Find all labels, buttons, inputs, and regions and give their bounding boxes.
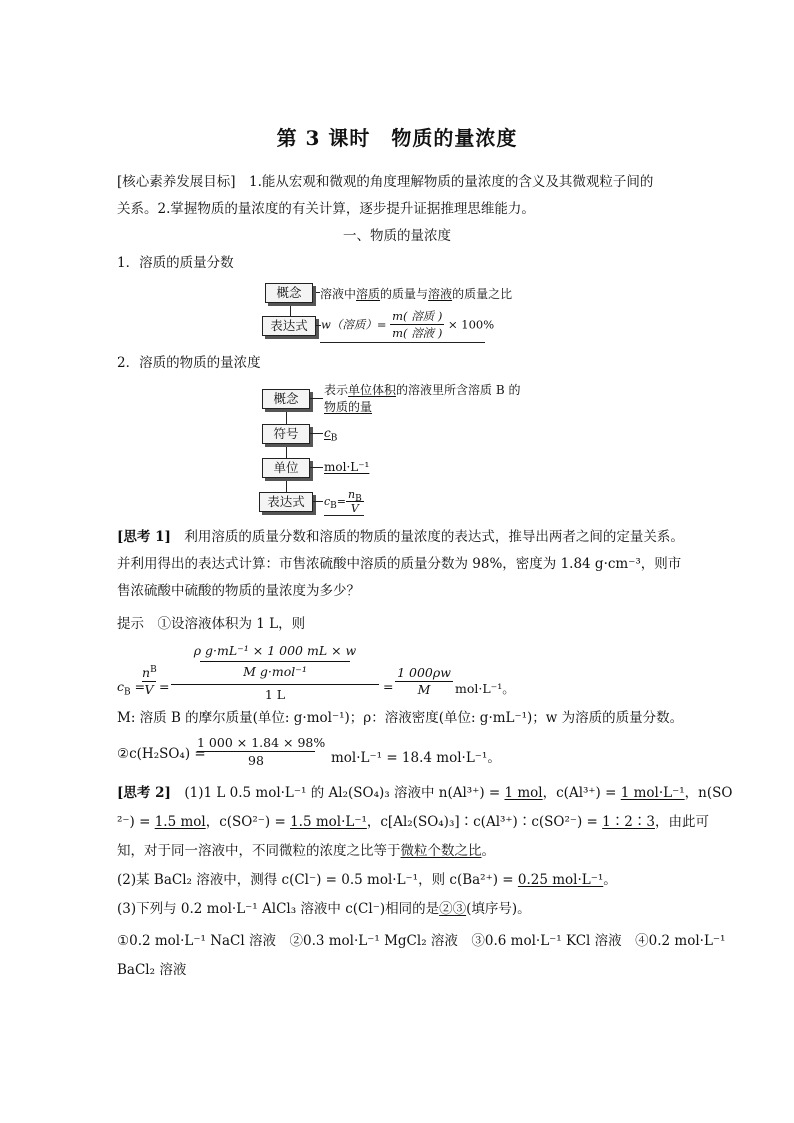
think1-line-3: 售浓硫酸中硫酸的物质的量浓度为多少？ (117, 583, 360, 599)
page-title: 第 3 课时 物质的量浓度 (276, 126, 518, 150)
hint-label: 提示 (117, 616, 144, 632)
item-heading-2: 2．溶质的物质的量浓度 (117, 355, 261, 371)
expression-box: 表达式 (259, 492, 313, 512)
think2-question-3: (3)下列与 0.2 mol·L⁻¹ AlCl₃ 溶液中 c(Cl⁻)相同的是②③(填序号)。 (117, 901, 531, 917)
think1-line-2: 并利用得出的表达式计算：市售浓硫酸中溶质的质量分数为 98%，密度为 1.84 g·cm⁻³，则市 (117, 556, 682, 572)
molar-concentration-definition: 表示单位体积的溶液里所含溶质 B 的 物质的量 (324, 383, 521, 414)
concept-box: 概念 (265, 283, 313, 303)
think2-line-1: [思考 2] (1)1 L 0.5 mol·L⁻¹ 的 Al₂(SO₄)₃ 溶液中 n(Al³⁺) = 1 mol，c(Al³⁺) = 1 mol·L⁻¹，n(SO (117, 785, 733, 801)
options-line-2: BaCl₂ 溶液 (117, 962, 187, 978)
concept-box: 概念 (262, 389, 310, 409)
expression-box: 表达式 (262, 316, 316, 336)
mass-fraction-formula: w（溶质）= $\frac{\text{m( 溶质 )}}{\text{m( 溶液 )}}$ × 100% (321, 309, 495, 340)
think2-line-2: ²⁻) = 1.5 mol，c(SO²⁻) = 1.5 mol·L⁻¹，c[Al₂(SO₄)₃]∶c(Al³⁺)∶c(SO²⁻) = 1∶2∶3，由此可 (117, 814, 709, 830)
think2-question-2: (2)某 BaCl₂ 溶液中，测得 c(Cl⁻) = 0.5 mol·L⁻¹，则 c(Ba²⁺) = 0.25 mol·L⁻¹。 (117, 872, 617, 888)
think1-line-1: [思考 1] 利用溶质的质量分数和溶质的物质的量浓度的表达式，推导出两者之间的定量关系。 (117, 529, 684, 545)
variable-explanation: M: 溶质 B 的摩尔质量(单位: g·mol⁻¹)；ρ：溶液密度(单位: g·mL⁻¹)；w 为溶质的质量分数。 (117, 710, 684, 726)
goals-tag: [核心素养发展目标] (117, 174, 236, 190)
goals-line-2: 关系。2.掌握物质的量浓度的有关计算，逐步提升证据推理思维能力。 (117, 201, 535, 217)
goals-line-1 (117, 169, 653, 195)
molar-concentration-formula: $c_B=$ $\frac{n_B}{V}$ (324, 488, 362, 515)
document-page: 第 3 课时 物质的量浓度 [核心素养发展目标] 1.能从宏观和微观的角度理解物质的量浓度的含义及其微观粒子间的 关系。2.掌握物质的量浓度的有关计算，逐步提升证据推理思维能力。 一、物质的量浓度 1．溶质的质量分数 概念 溶液中溶质的质量与溶液的质量之比 表达式 w（溶质）= $\frac{\text{m( 溶质 )}}{\text{m( 溶液 )}}$ × 100% 2．溶质的物质的量浓度 概念 表示单位体积的溶液里所含溶质 B 的 物质的量 符号 $c_B$ 单位 mol·L⁻¹ 表达式 $c_B=$ $\frac{n_B}{V}$ [思考 1] 利用溶质的质量分数和溶质的物质的量浓度的表达式，推导出两者之间的定量关系。 并利用得出的表达式计算：市售浓硫酸中溶质的质量分数为 98%，密度为 1.84 g·cm⁻³，则市 售浓硫酸中硫酸的物质的量浓度为多少？ 提示 ①设溶液体积为 1 L，则 $c_B$ = $n^B$ V = ρ g·mL⁻¹ × 1 000 mL × w M g·mol⁻¹ 1 L = 1 000ρw M mol·L⁻¹。 M: 溶质 B 的摩尔质量(单位: g·mol⁻¹)；ρ：溶液密度(单位: g·mL⁻¹)；w 为溶质的质量分数。 ②c(H₂SO₄) = 1 000 × 1.84 × 98% 98 mol·L⁻¹ = 18.4 mol·L⁻¹。 [思考 2] (1)1 L 0.5 mol·L⁻¹ 的 Al₂(SO₄)₃ 溶液中 n(Al³⁺) = 1 mol，c(Al³⁺) = 1 mol·L⁻¹，n(SO ²⁻) = 1.5 mol，c(SO²⁻) = 1.5 mol·L⁻¹，c[Al₂(SO₄)₃]∶c(Al³⁺)∶c(SO²⁻) = 1∶2∶3，由此可 知，对于同一溶液中，不同微粒的浓度之比等于微粒个数之比。 (2)某 BaCl₂ 溶液中，测得 c(Cl⁻) = 0.5 mol·L⁻¹，则 c(Ba²⁺) = 0.25 mol·L⁻¹。 (3)下列与 0.2 mol·L⁻¹ AlCl₃ 溶液中 c(Cl⁻)相同的是②③(填序号)。 ①0.2 mol·L⁻¹ NaCl 溶液 ②0.3 mol·L⁻¹ MgCl₂ 溶液 ③0.6 mol·L⁻¹ KCl 溶液 ④0.2 mol·L⁻¹ BaCl₂ 溶液 (0, 0, 794, 1123)
section-heading-1: 一、物质的量浓度 (343, 228, 451, 244)
mass-fraction-definition: 溶液中溶质的质量与溶液的质量之比 (320, 287, 513, 301)
symbol-value: $c_B$ (324, 426, 338, 444)
symbol-box: 符号 (262, 424, 310, 444)
think2-line-3: 知，对于同一溶液中，不同微粒的浓度之比等于微粒个数之比。 (117, 843, 495, 859)
options-line-1: ①0.2 mol·L⁻¹ NaCl 溶液 ②0.3 mol·L⁻¹ MgCl₂ 溶液 ③0.6 mol·L⁻¹ KCl 溶液 ④0.2 mol·L⁻¹ (117, 933, 726, 949)
unit-box: 单位 (262, 458, 310, 478)
goals-text-1: 1.能从宏观和微观的角度理解物质的量浓度的含义及其微观粒子间的 (235, 174, 654, 190)
item-heading-1: 1．溶质的质量分数 (117, 255, 234, 271)
unit-value: mol·L⁻¹ (324, 460, 370, 474)
hint-line: 提示 ①设溶液体积为 1 L，则 (117, 616, 306, 632)
